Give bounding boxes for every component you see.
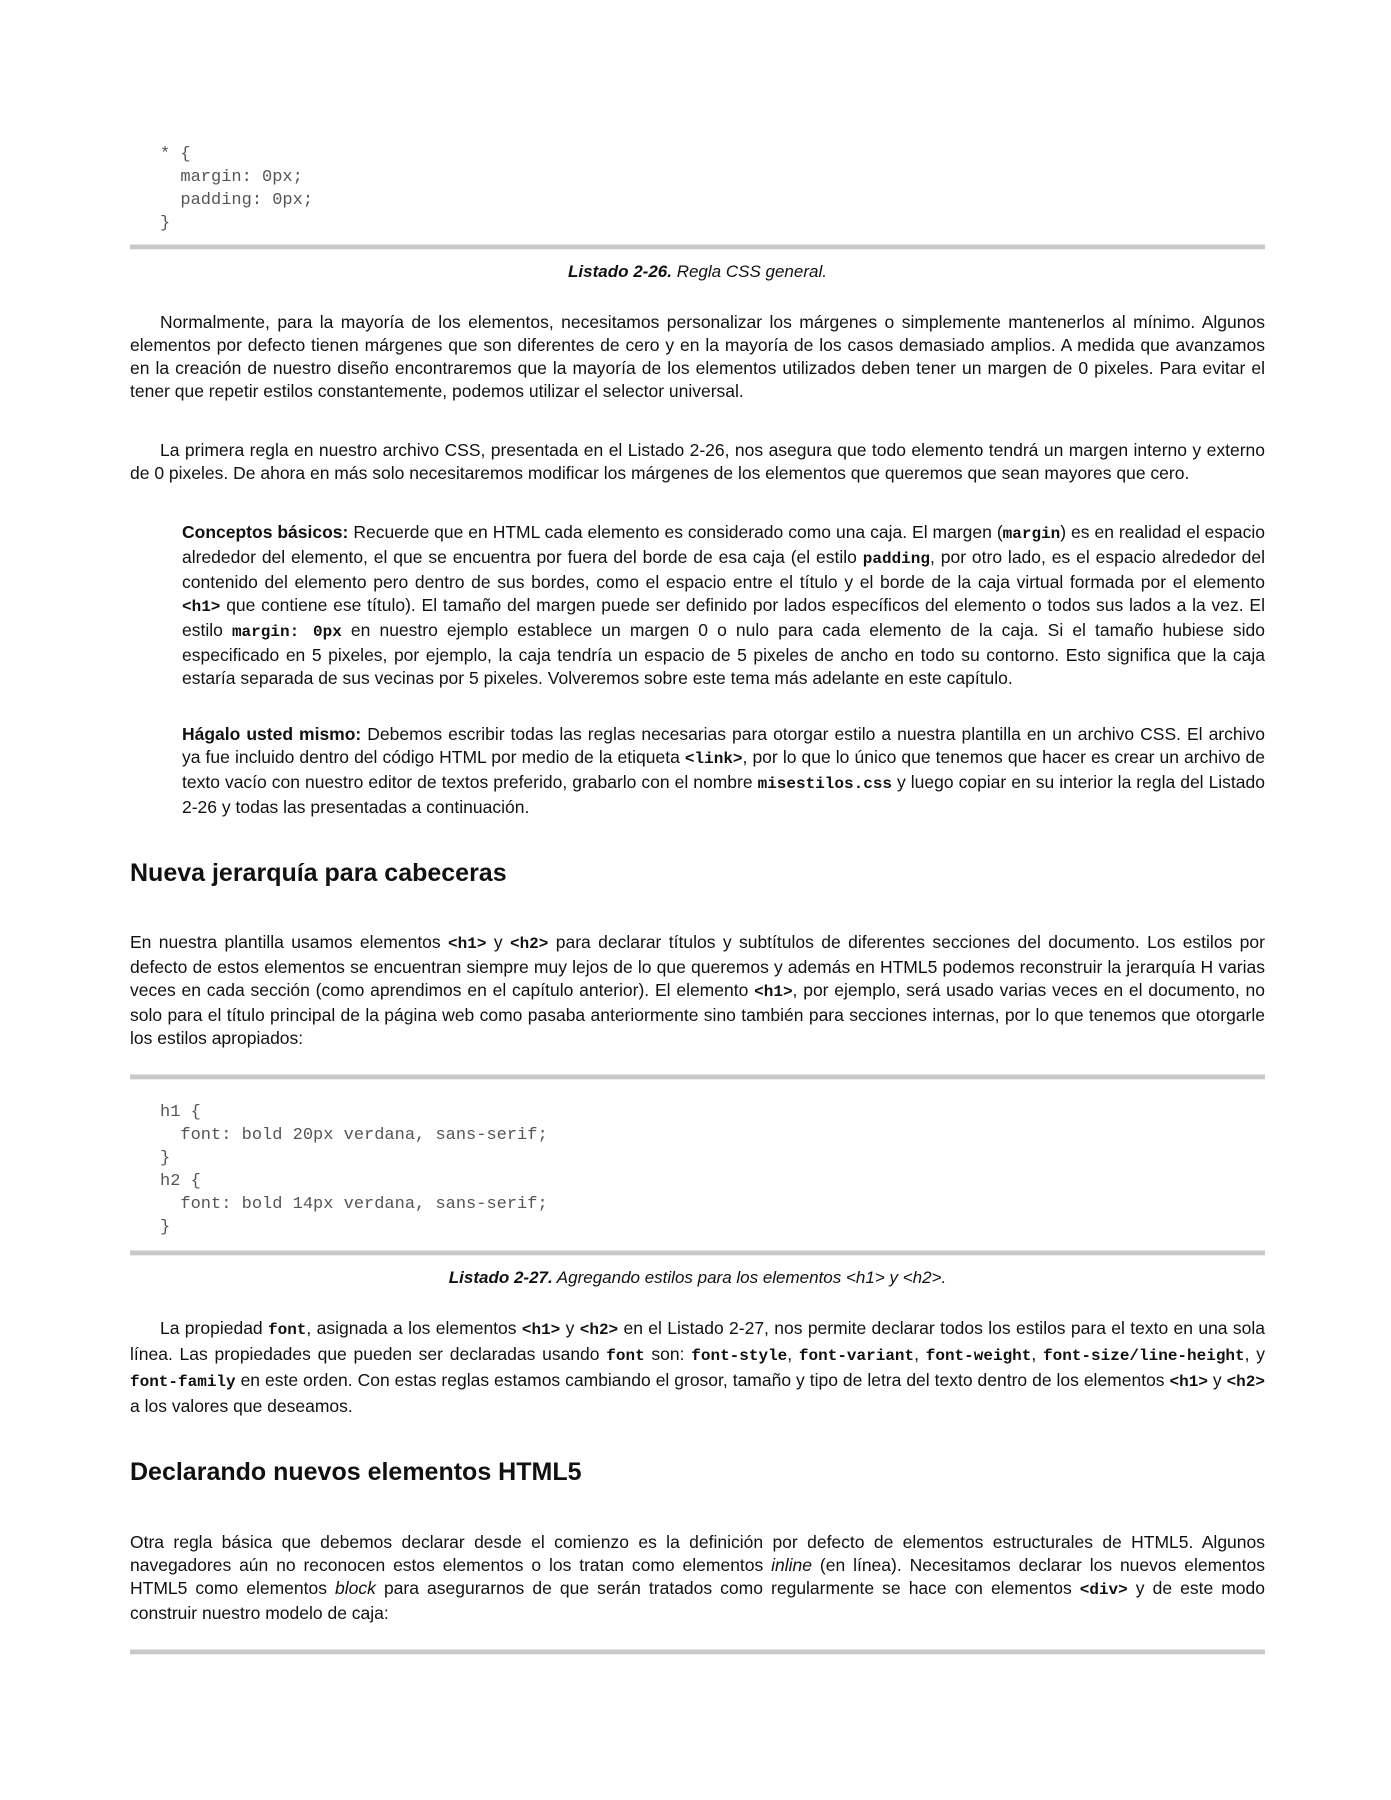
caption-label: Listado 2-26. (568, 262, 672, 281)
inline-code: font-family (130, 1373, 236, 1391)
italic-term: block (335, 1578, 376, 1598)
text-run: para declarar títulos y subtítulos de diferentes secciones del documento. Los estilos por defecto de estos elementos se encuentran siempre muy lejos de lo que queremos y además en HTML5 podemos reconstruir la jerarquía H varias veces en cada sección (como aprendimos en el capítulo anterior). El elemento (130, 932, 1265, 1000)
bold-term: Hágalo usted mismo: (182, 724, 362, 744)
inline-code: <h1> (182, 598, 221, 616)
inline-code: padding (862, 550, 930, 568)
paragraph-text (130, 1531, 1265, 1625)
text-run: , y (1244, 1344, 1266, 1364)
inline-code: <h1> (448, 935, 487, 953)
inline-code: font-weight (925, 1347, 1032, 1365)
note-hagalo-usted-mismo (130, 723, 1265, 819)
inline-code: margin: 0px (231, 623, 342, 641)
paragraph-text (130, 439, 1265, 485)
text-run: , por lo que lo único que tenemos que hacer es crear un archivo de texto vacío con nuestro editor de textos preferido, grabarlo con el nombre (182, 747, 1265, 792)
caption-label: Listado 2-27. (448, 1268, 553, 1287)
inline-code: <h2> (509, 935, 549, 953)
text-run: son: (644, 1344, 692, 1364)
listing-divider (130, 1074, 1265, 1080)
text-run: , por otro lado, es el espacio alrededor del contenido del elemento pero dentro de sus bordes, como el espacio entre el título y el borde de la caja virtual formada por el elemento (182, 547, 1266, 592)
bold-term: Conceptos básicos: (182, 522, 349, 542)
text-run: , (914, 1344, 926, 1364)
paragraph-text (130, 1316, 1265, 1418)
code-block: * { margin: 0px; padding: 0px; } (160, 145, 314, 233)
text-run: , (1031, 1344, 1043, 1364)
text-run: y (560, 1318, 580, 1338)
text-run: en nuestro ejemplo establece un margen 0 o nulo para cada elemento de la caja. Si el tamaño hubiese sido especificado en 5 pixeles, por ejemplo, la caja tendría un espacio de 5 pixeles de ancho en todo su contorno. Esto significa que la caja estaría separada de sus vecinas por 5 pixeles. Volveremos sobre este tema más adelante en este capítulo. (182, 620, 1265, 688)
inline-code: <h1> (1169, 1373, 1208, 1391)
inline-code: margin (1002, 525, 1061, 543)
code-listing-2-27 (130, 1101, 1265, 1239)
listing-divider (130, 1250, 1265, 1256)
text-run: La propiedad (160, 1318, 268, 1338)
note-conceptos-basicos (130, 521, 1265, 690)
heading-text: Declarando nuevos elementos HTML5 (130, 1458, 582, 1486)
paragraph-5 (130, 1531, 1265, 1625)
section-heading (130, 1458, 1265, 1487)
inline-code: <link> (684, 750, 743, 768)
inline-code: font-variant (798, 1347, 915, 1365)
italic-term: inline (771, 1555, 813, 1575)
text-run: La primera regla en nuestro archivo CSS, presentada en el Listado 2-26, nos asegura que todo elemento tendrá un margen interno y externo de 0 pixeles. De ahora en más solo necesitaremos modificar los márgenes de los elementos que queremos que sean mayores que cero. (130, 440, 1265, 483)
text-run: y (486, 932, 510, 952)
paragraph-text (130, 311, 1265, 403)
inline-code: font-size/line-height (1043, 1347, 1245, 1365)
heading-text: Nueva jerarquía para cabeceras (130, 859, 507, 887)
caption-text: Regla CSS general. (671, 262, 827, 281)
code-block: h1 { font: bold 20px verdana, sans-serif; } h2 { font: bold 14px verdana, sans-serif; } (160, 1103, 548, 1237)
text-run: en el Listado 2-27, nos permite declarar todos los estilos para el texto en una sola línea. Las propiedades que pueden ser declaradas usando (130, 1318, 1265, 1364)
listing-divider (130, 1649, 1265, 1655)
inline-code: font-style (691, 1347, 788, 1365)
listing-divider (130, 244, 1265, 250)
text-run: En nuestra plantilla usamos elementos (130, 932, 449, 952)
text-run: Debemos escribir todas las reglas necesarias para otorgar estilo a nuestra plantilla en un archivo CSS. El archivo ya fue incluido dentro del código HTML por medio de la etiqueta (182, 724, 1265, 767)
inline-code: <h1> (521, 1321, 561, 1339)
paragraph-3 (130, 931, 1265, 1050)
paragraph-text (130, 931, 1265, 1050)
text-run: ) es en realidad el espacio alrededor del elemento, el que se encuentra por fuera del borde de esa caja (el estilo (182, 522, 1265, 567)
text-run: y luego copiar en su interior la regla del Listado 2-26 y todas las presentadas a continuación. (182, 772, 1265, 817)
text-run: , por ejemplo, será usado varias veces en el documento, no solo para el título principal de la página web como pasaba anteriormente sino también para secciones internas, por lo que tenemos que otorgarle los estilos apropiados: (130, 980, 1266, 1048)
code-listing-2-26 (130, 143, 1265, 235)
text-run: Normalmente, para la mayoría de los elementos, necesitamos personalizar los márgenes o simplemente mantenerlos al mínimo. Algunos elementos por defecto tienen márgenes que son diferentes de cero y en la mayoría de los casos demasiado amplios. A medida que avanzamos en la creación de nuestro diseño encontraremos que la mayoría de los elementos utilizados deben tener un margen de 0 pixeles. Para evitar el tener que repetir estilos constantemente, podemos utilizar el selector universal. (130, 312, 1265, 401)
text-run: para asegurarnos de que serán tratados como regularmente se hace con elementos (375, 1578, 1080, 1598)
inline-code: font (268, 1321, 307, 1339)
text-run: a los valores que deseamos. (130, 1396, 353, 1416)
text-run: que contiene ese título). El tamaño del margen puede ser definido por lados específicos del elemento o todos sus lados a la vez. El estilo (182, 595, 1265, 640)
inline-code: <h2> (1226, 1373, 1265, 1391)
note-text (182, 521, 1265, 690)
text-run: y de este modo construir nuestro modelo de caja: (130, 1578, 1265, 1623)
note-text (182, 723, 1265, 819)
paragraph-1 (130, 311, 1265, 403)
text-run: y (1207, 1370, 1227, 1390)
listing-caption-2-26 (130, 262, 1265, 282)
paragraph-2 (130, 439, 1265, 485)
section-heading (130, 859, 1265, 888)
inline-code: <h2> (579, 1321, 619, 1339)
caption-text: Agregando estilos para los elementos <h1> y <h2>. (552, 1268, 947, 1287)
inline-code: font (606, 1347, 645, 1365)
inline-code: misestilos.css (757, 775, 893, 793)
text-run: Otra regla básica que debemos declarar desde el comienzo es la definición por defecto de elementos estructurales de HTML5. Algunos navegadores aún no reconocen estos elementos o los tratan como elementos (130, 1532, 1265, 1575)
listing-caption-2-27 (130, 1268, 1265, 1288)
text-run: (en línea). Necesitamos declarar los nuevos elementos HTML5 como elementos (130, 1555, 1265, 1598)
inline-code: <h1> (754, 983, 793, 1001)
text-run: Recuerde que en HTML cada elemento es considerado como una caja. El margen ( (348, 522, 1003, 542)
text-run: , asignada a los elementos (306, 1318, 522, 1338)
text-run: , (787, 1344, 799, 1364)
text-run: en este orden. Con estas reglas estamos cambiando el grosor, tamaño y tipo de letra del texto dentro de los elementos (235, 1370, 1170, 1390)
inline-code: <div> (1079, 1581, 1128, 1599)
paragraph-4 (130, 1316, 1265, 1418)
